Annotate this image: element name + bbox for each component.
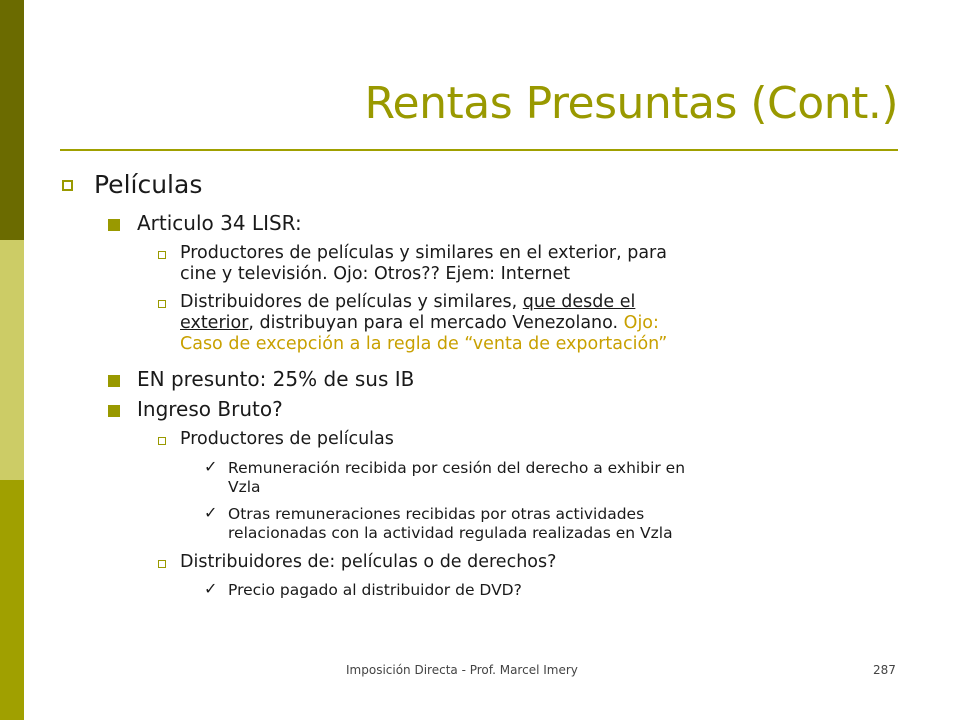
precio-pagado: Precio pagado al distribuidor de DVD? [228, 581, 522, 599]
hollow-square-bullet-icon [158, 251, 166, 259]
bullet-peliculas: Películas [94, 170, 203, 199]
remuneracion-line-2: Vzla [228, 478, 261, 496]
bullet-productores-peliculas: Productores de películas [180, 429, 394, 449]
productores-line-2: cine y televisión. Ojo: Otros?? Ejem: Internet [180, 264, 571, 284]
otras-line-2: relacionadas con la actividad regulada realizadas en Vzla [228, 524, 673, 542]
distribuidores-text: Distribuidores de películas y similares, [180, 292, 523, 312]
distribuidores-line-2 [180, 313, 659, 333]
square-bullet-icon [108, 405, 120, 417]
bullet-en-presunto: EN presunto: 25% de sus IB [137, 367, 415, 391]
underlined-text: que desde el [522, 292, 636, 312]
distribuidores-line-1 [180, 292, 635, 312]
square-bullet-icon [108, 219, 120, 231]
bullet-distribuidores-derechos: Distribuidores de: películas o de derechos? [180, 552, 557, 572]
square-bullet-icon [108, 375, 120, 387]
hollow-square-bullet-icon [62, 180, 73, 191]
distribuidores-line-3: Caso de excepción a la regla de “venta de exportación” [180, 334, 668, 354]
hollow-square-bullet-icon [158, 437, 166, 445]
highlight-text: Ojo: [623, 313, 659, 333]
bullet-articulo-34: Articulo 34 LISR: [137, 211, 302, 235]
checkmark-icon: ✓ [204, 579, 218, 598]
checkmark-icon: ✓ [204, 457, 218, 476]
footer-text: Imposición Directa - Prof. Marcel Imery [346, 663, 578, 677]
productores-line-1: Productores de películas y similares en el exterior, para [180, 243, 667, 263]
slide-title: Rentas Presuntas (Cont.) [364, 78, 898, 129]
underlined-text: exterior [180, 313, 249, 333]
distribuidores-text: , distribuyan para el mercado Venezolano. [248, 313, 624, 333]
checkmark-icon: ✓ [204, 503, 218, 522]
otras-line-1: Otras remuneraciones recibidas por otras actividades [228, 505, 645, 523]
hollow-square-bullet-icon [158, 300, 166, 308]
page-number: 287 [873, 663, 896, 677]
remuneracion-line-1: Remuneración recibida por cesión del derecho a exhibir en [228, 459, 686, 477]
bullet-ingreso-bruto: Ingreso Bruto? [137, 397, 283, 421]
hollow-square-bullet-icon [158, 560, 166, 568]
